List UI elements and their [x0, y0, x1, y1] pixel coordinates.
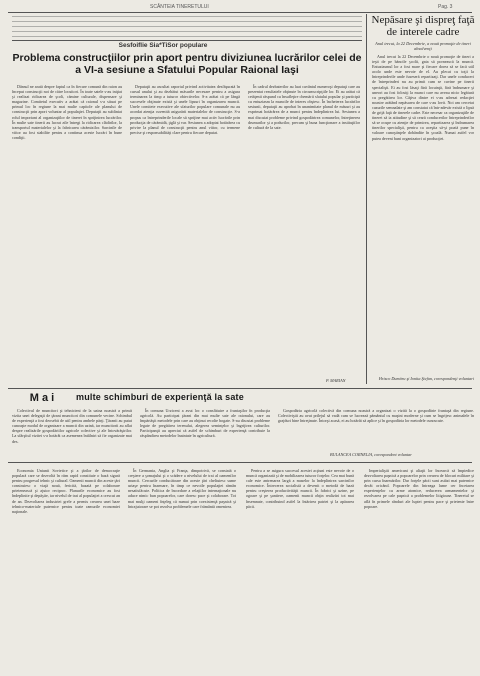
mid-col-2-text: În comuna Urziceni a avut loc o consfătuire a fruntaşilor în producţia agricolă. Au participat ţărani din mai multe sate ale raionului, care au împărtăşit metodele prin care au obţinut recolte bogate. S-au discutat probleme legate de pregătirea terenului, alegerea seminţelor şi îngrijirea culturilor. Participanţii au apreciat că astfel de schimburi de experienţă contribuie la răspândirea metodelor înaintate în agricultură.: [140, 408, 270, 439]
main-article-col-1-text: Dânsul ne arată despre faptul ca în fiecare comună din raion au început construcţii noi de către locuitori. În toate satele s-au iniţiat şi realizat ridicarea de şcoli, cămine culturale, dispensare şi magazine. Comitetul executiv a arătat că raionul s-a situat pe primul loc în regiune la mai multe capitole ale planului de construcţii prin aport voluntar al populaţiei. Deputaţii au subliniat rolul important al organizaţiilor de tineret în sprijinirea lucrărilor. În multe sate tinerii au lucrat zile întregi la ridicarea clădirilor, la transportul materialelor şi la fabricarea cărămizilor. Sarcinile de viitor au fost stabilite pentru a continua aceste lucrări în bune condiţii.: [12, 84, 122, 140]
mid-col-2: [140, 408, 270, 458]
side-article-title: Nepăsare şi dispreţ faţă de interele cadre: [371, 14, 475, 38]
mid-col-1: [12, 408, 132, 458]
mid-col-3-text: Gospodăria agricolă colectivă din comuna noastră a organizat o vizită la o gospodărie fruntaşă din regiune. Colectiviştii au avut prilejul să vadă cum se lucrează pământul cu maşini moderne şi cum se îngrijesc animalele în grajduri bine întreţinute. Întorşi acasă, ei au hotărât să aplice şi în gospodăria lor metodele cunoscute.: [278, 408, 474, 424]
main-article-col-2-text: Deputaţii au ascultat raportul privind activitatea desfăşurată în cursul anului şi au dezbătut măsurile necesare pentru a asigura terminarea la timp a tuturor obiectivelor. S-a arătat că pe lângă succesele obţinute există şi unele lipsuri în organizarea muncii. Unele comitete executive ale sfaturilor populare comunale nu au acordat atenţia cuvenită asigurării materialelor de construcţie. S-a propus ca întreprinderile locale să sprijine mai activ lucrările prin producţia de cărămidă, ţiglă şi var. Sesiunea a adoptat hotărârea cu privire la planul de construcţii pentru anul viitor, cu termene precise şi responsabilităţi clare pentru fiecare deputat.: [130, 84, 240, 135]
side-article-lead: Anul trecut, la 22 Decembrie, a nouă promoţie de tineri absolvenţi: [375, 41, 471, 52]
mid-col-3: [278, 408, 474, 452]
main-article-col-1: [12, 84, 122, 384]
side-article-signature: Hrisco Dumitru şi Ionita Ştefan, corespondenţi voluntari: [378, 376, 474, 381]
main-article-signature: P. MARIAN: [326, 378, 346, 383]
lower-col-3-text: Pentru a se asigura succesul acestei acţiuni este nevoie de o muncă organizată şi de mobilizarea tuturor forţelor. Cea mai bună cale este antrenarea largă a maselor la îndeplinirea sarcinilor economice. Întrecerea socialistă a devenit o metodă de bază pentru creşterea productivităţii muncii. În fabrici şi uzine, pe ogoare şi pe şantiere, oamenii muncii obţin realizări tot mai însemnate, contribuind astfel la întărirea patriei şi la apărarea păcii.: [246, 468, 354, 509]
main-headline: Problema construcţiilor prin aport pentru diviziunea lucrărilor celei de a VI-a sesiune a Sfatului Popular Raional Iaşi: [12, 52, 362, 76]
lower-col-3: [246, 468, 354, 672]
top-left-filler: [12, 16, 362, 41]
mid-section-title: M a i: [29, 392, 55, 404]
lower-col-4: [364, 468, 474, 672]
mid-section-rule: [8, 388, 472, 389]
masthead-rule: [8, 12, 472, 13]
lower-col-4-text: Imperialiştii americani şi aliaţii lor încearcă să împiedice dezvoltarea paşnică a popoarelor prin crearea de blocuri militare şi prin cursa înarmărilor. Dar forţele păcii sunt astăzi mai puternice decât oricând. Popoarele din întreaga lume cer încetarea experienţelor cu arme atomice, reducerea armamentelor şi rezolvarea pe cale paşnică a problemelor litigioase. Tineretul se află în primele rânduri ale luptei pentru pace şi prietenie între popoare.: [364, 468, 474, 509]
lower-col-2-text: În Germania, Anglia şi Franţa, dimpotrivă, se constată o creştere a şomajului şi o scădere a nivelului de trai al oamenilor muncii. Cercurile conducătoare din aceste ţări cheltuiesc sume uriaşe pentru înarmare, în timp ce nevoile populaţiei rămân nesatisfăcute. Politica de încordare a relaţiilor internaţionale nu aduce nimic bun popoarelor, care doresc pace şi colaborare. Tot mai mulţi oameni înţeleg că numai prin coexistenţă paşnică şi întrajutorare se pot rezolva problemele care frământă omenirea.: [128, 468, 236, 509]
rubric-label: Sesfoiflie Sia*TiSor populare: [118, 42, 208, 49]
mid-section-signature: BULANCEA CORNELIA, corespondent voluntar: [330, 452, 412, 457]
lower-col-1: [12, 468, 120, 672]
side-column-rule: [366, 14, 367, 384]
side-article-body: [372, 54, 474, 372]
side-article-text: Anul trecut la 22 Decembrie o nouă promoţie de tineri a ieşit de pe băncile şcolii, gata să pornească la muncă. Entuziasmul lor a fost mare şi fiecare dorea să se facă util acolo unde este nevoie de el. Au plecat cu toţii la întreprinderile unde fuseseră repartizaţi. Dar unele conduceri de întreprinderi nu au primit cum se cuvine pe tinerii specialişti. Ei au fost lăsaţi fără locuinţă, fără îndrumare şi uneori au fost folosiţi la munci care nu aveau nicio legătură cu pregătirea lor. Câţiva dintre ei s-au adresat redacţiei noastre arătând nepăsarea de care s-au lovit. Noi am cercetat cazurile semnalate şi am constatat că într-adevăr există o lipsă de grijă faţă de tinerele cadre. Este necesar ca organizaţiile de tineret să ia atitudine şi să ceară conducerilor întreprinderilor să se ocupe cu atenţie de primirea, repartizarea şi îndrumarea tinerilor specialişti, pentru ca aceştia să-şi poată pune în valoare cunoştinţele dobândite în şcoală. Numai astfel vor putea deveni buni organizatori ai producţiei.: [372, 54, 474, 141]
lower-col-1-text: Economia Uniunii Sovietice şi a ţărilor de democraţie populară care se dezvoltă în ritm rapid constituie o bază sigură pentru progresul tehnic şi cultural. Oamenii muncii din aceste ţări construiesc o viaţă nouă, fericită, bazată pe colaborare prietenească şi ajutor reciproc. Planurile economice au fost îndeplinite şi depăşite, iar nivelul de trai al populaţiei a crescut an de an. Dezvoltarea industriei grele a permis crearea unei baze tehnico-materiale puternice pentru toate ramurile economiei naţionale.: [12, 468, 120, 514]
rubric-rule: [12, 40, 362, 41]
main-article-col-3-text: În cadrul dezbaterilor au luat cuvântul numeroşi deputaţi care au prezentat rezultatele obţinute în circumscripţiile lor. Ei au arătat că cetăţenii răspund cu însufleţire chemării sfatului popular şi participă cu entuziasm la muncile de interes obştesc. În încheierea lucrărilor sesiunii, deputaţii au aprobat în unanimitate planul de măsuri şi au exprimat hotărârea de a munci pentru îndeplinirea lui. Sesiunea a mai discutat probleme privind gospodărirea comunelor, întreţinerea drumurilor şi a podurilor, precum şi buna funcţionare a instituţiilor de cultură de la sate.: [248, 84, 360, 130]
main-article-col-2: [130, 84, 240, 384]
lower-col-2: [128, 468, 236, 672]
main-article-col-3: [248, 84, 360, 376]
masthead-title: SCÂNTEIA TINERETULUI: [150, 4, 209, 10]
lower-section-rule: [8, 462, 472, 463]
page-number: Pag. 3: [438, 4, 453, 10]
mid-section-headline: multe schimburi de experienţă la sate: [76, 392, 244, 402]
mid-col-1-text: Colectivul de muncitori şi tehnicieni de la uzina noastră a primit vizita unei delegaţii de ţărani muncitori din comunele vecine. Schimbul de experienţă a fost deosebit de util pentru ambele părţi. Ţăranii au putut cunoaşte modul de organizare a muncii din uzină, iar muncitorii au aflat despre realizările gospodăriilor agricole colective şi ale întovărăşirilor. La sfârşitul vizitei s-a hotărât ca asemenea întâlniri să fie organizate mai des.: [12, 408, 132, 444]
